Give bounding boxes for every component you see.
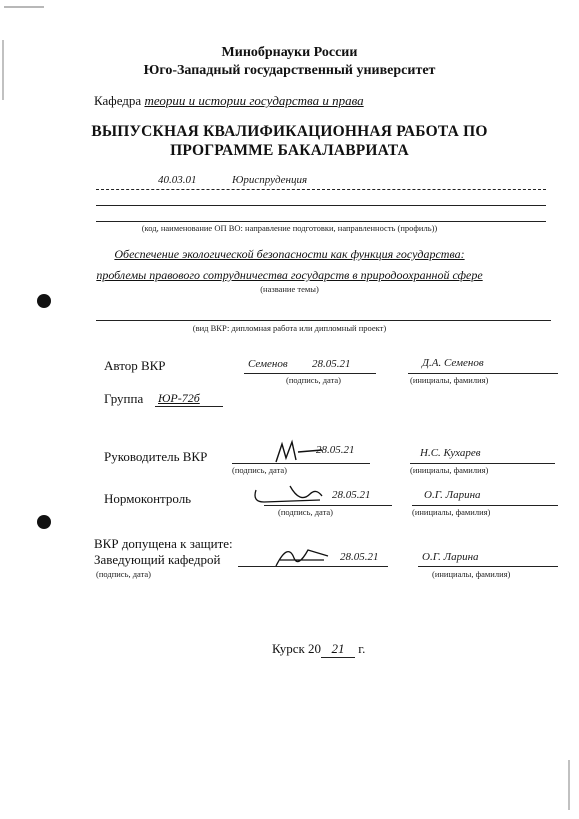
- admission-name: О.Г. Ларина: [422, 551, 479, 563]
- admission-name-caption: (инициалы, фамилия): [432, 569, 511, 579]
- admission-label: Заведующий кафедрой: [94, 552, 221, 567]
- footer-place-year: [272, 641, 365, 658]
- university-heading: Юго-Западный государственный университет: [143, 63, 436, 78]
- author-label: Автор ВКР: [104, 358, 166, 373]
- admission-name-line: [418, 566, 558, 567]
- document-title-line2: ПРОГРАММЕ БАКАЛАВРИАТА: [170, 142, 409, 159]
- admission-sign-line: [238, 566, 388, 567]
- supervisor-name-caption: (инициалы, фамилия): [410, 465, 489, 475]
- program-line-3: [96, 221, 546, 222]
- supervisor-name-line: [410, 463, 555, 464]
- program-line-2: [96, 205, 546, 206]
- department-label: Кафедра: [94, 93, 142, 108]
- author-name-line: [408, 373, 558, 374]
- normcontrol-sign-caption: (подпись, дата): [278, 507, 334, 517]
- group-value: ЮР-72б: [158, 391, 200, 405]
- ministry-heading: Минобрнауки России: [221, 45, 358, 60]
- normcontrol-label: Нормоконтроль: [104, 491, 192, 506]
- kind-caption: (вид ВКР: дипломная работа или дипломный проект): [192, 323, 387, 333]
- topic-line1: Обеспечение экологической безопасности как функция государства:: [114, 247, 465, 261]
- supervisor-sign-caption: (подпись, дата): [232, 465, 288, 475]
- footer-year: 21: [321, 641, 355, 658]
- topic-caption: (название темы): [260, 284, 319, 294]
- author-signature: Семенов: [248, 358, 288, 370]
- program-code: 40.03.01: [158, 174, 197, 186]
- supervisor-label: Руководитель ВКР: [104, 449, 208, 464]
- scan-speck: [568, 760, 570, 810]
- supervisor-name: Н.С. Кухарев: [420, 447, 481, 459]
- author-sign-line: [244, 373, 376, 374]
- normcontrol-name-line: [412, 505, 558, 506]
- author-name-caption: (инициалы, фамилия): [410, 375, 489, 385]
- punch-hole-bottom: [37, 515, 51, 529]
- scan-speck: [4, 6, 44, 8]
- kind-line: [96, 320, 551, 321]
- program-caption: (код, наименование ОП ВО: направление подготовки, направленность (профиль)): [141, 223, 438, 233]
- normcontrol-name: О.Г. Ларина: [424, 489, 481, 501]
- author-sign-date: 28.05.21: [312, 358, 351, 370]
- group-label: Группа: [104, 391, 144, 406]
- author-name: Д.А. Семенов: [422, 357, 484, 369]
- department-value: теории и истории государства и права: [144, 93, 364, 108]
- department-row: [94, 93, 364, 109]
- normcontrol-sign-date: 28.05.21: [332, 489, 371, 501]
- document-title-line1: ВЫПУСКНАЯ КВАЛИФИКАЦИОННАЯ РАБОТА ПО: [91, 123, 488, 140]
- admission-sign-caption: (подпись, дата): [96, 569, 152, 579]
- normcontrol-name-caption: (инициалы, фамилия): [412, 507, 491, 517]
- admission-sign-date: 28.05.21: [340, 551, 379, 563]
- group-line: [155, 406, 223, 407]
- footer-city: Курск 20: [272, 641, 322, 656]
- supervisor-sign-line: [232, 463, 370, 464]
- punch-hole-top: [37, 294, 51, 308]
- supervisor-sign-date: 28.05.21: [316, 444, 355, 456]
- admission-line1: ВКР допущена к защите:: [94, 536, 233, 551]
- program-name: Юриспруденция: [232, 174, 308, 186]
- admission-signature-icon: [268, 540, 338, 572]
- author-sign-caption: (подпись, дата): [286, 375, 342, 385]
- topic-line2: проблемы правового сотрудничества государств в природоохранной сфере: [96, 268, 483, 282]
- footer-suffix: г.: [358, 641, 366, 656]
- normcontrol-sign-line: [264, 505, 392, 506]
- program-line-1: [96, 189, 546, 190]
